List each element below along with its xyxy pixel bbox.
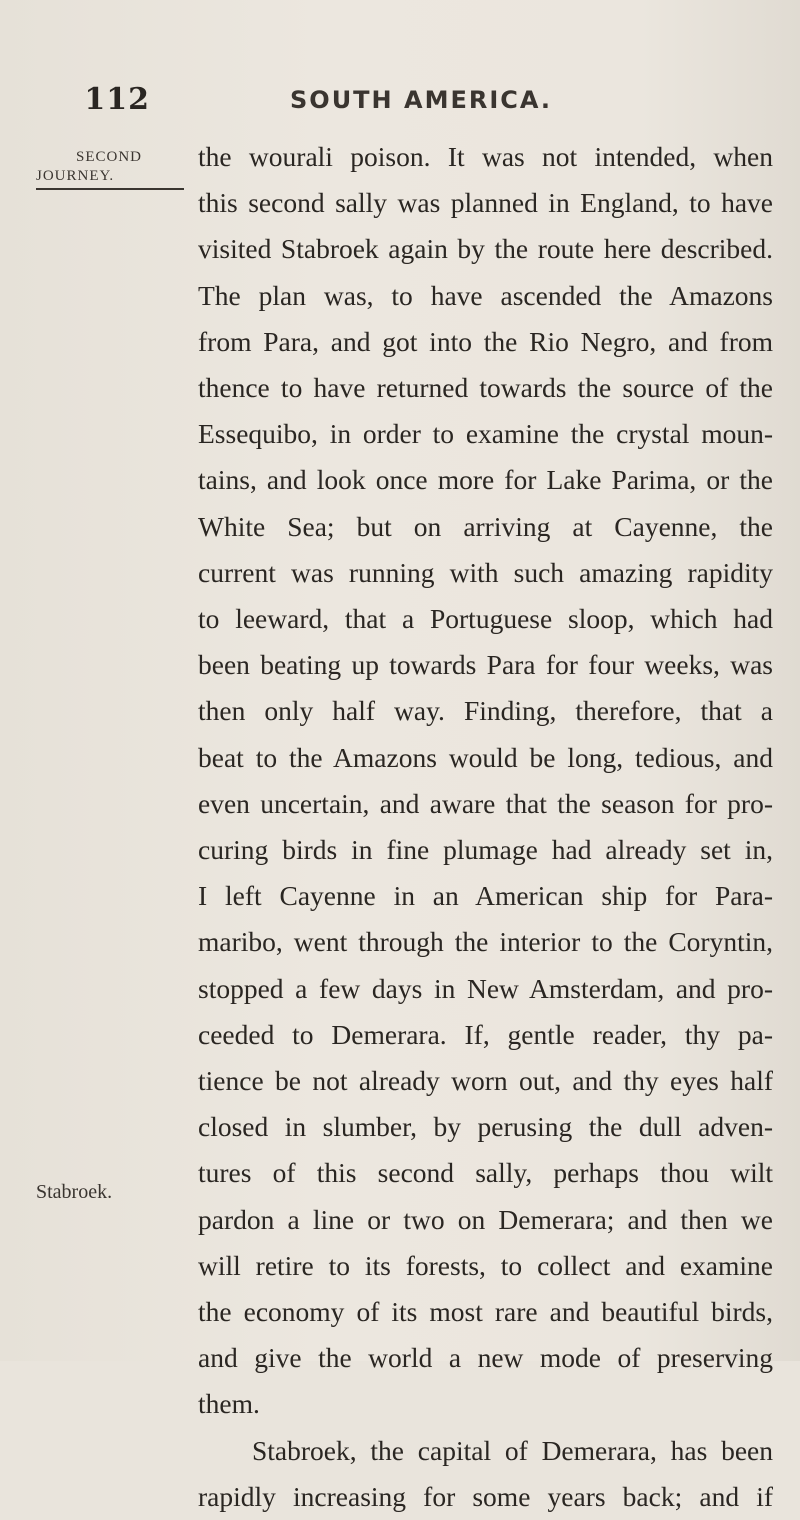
text-line: I left Cayenne in an American ship for Para- <box>198 880 773 912</box>
text-line: and give the world a new mode of preserving <box>198 1342 773 1374</box>
text-line: tience be not already worn out, and thy eyes half <box>198 1065 773 1097</box>
page-number: 112 <box>84 82 150 117</box>
text-line: ceeded to Demerara. If, gentle reader, thy pa- <box>198 1018 773 1050</box>
text-line: Stabroek, the capital of Demerara, has been <box>252 1434 773 1466</box>
text-line: will retire to its forests, to collect and examine <box>198 1249 773 1281</box>
text-line: been beating up towards Para for four weeks, was <box>198 649 773 681</box>
text-line: them. <box>198 1388 260 1420</box>
text-line: current was running with such amazing rapidity <box>198 556 773 588</box>
margin-section-line-1: SECOND <box>76 149 143 165</box>
text-line: closed in slumber, by perusing the dull adven- <box>198 1111 773 1143</box>
text-line: beat to the Amazons would be long, tedious, and <box>198 741 773 773</box>
text-line: tains, and look once more for Lake Parima, or the <box>198 464 773 496</box>
text-line: White Sea; but on arriving at Cayenne, the <box>198 510 773 542</box>
body-text <box>198 134 773 1520</box>
text-line: to leeward, that a Portuguese sloop, which had <box>198 603 773 635</box>
text-line: even uncertain, and aware that the season for pro- <box>198 787 773 819</box>
text-line: visited Stabroek again by the route here described. <box>198 233 773 265</box>
text-line: the economy of its most rare and beautiful birds, <box>198 1296 773 1328</box>
text-line: this second sally was planned in England, to have <box>198 187 773 219</box>
text-line: stopped a few days in New Amsterdam, and pro- <box>198 972 773 1004</box>
text-line: from Para, and got into the Rio Negro, and from <box>198 325 773 357</box>
text-line: the wourali poison. It was not intended, when <box>198 141 773 172</box>
margin-section-line-2: JOURNEY. <box>36 168 115 184</box>
running-title: SOUTH AMERICA. <box>290 86 552 114</box>
text-line: rapidly increasing for some years back; and if <box>198 1480 773 1512</box>
margin-section-heading <box>36 148 196 190</box>
text-line: The plan was, to have ascended the Amazons <box>198 279 773 311</box>
text-line: Essequibo, in order to examine the crystal moun- <box>198 418 773 450</box>
text-line: thence to have returned towards the source of the <box>198 372 773 404</box>
text-line: curing birds in fine plumage had already set in, <box>198 834 773 866</box>
text-line: maribo, went through the interior to the Coryntin, <box>198 926 773 958</box>
margin-rule <box>36 188 184 190</box>
text-line: then only half way. Finding, therefore, that a <box>198 695 773 727</box>
text-line: pardon a line or two on Demerara; and then we <box>198 1203 773 1235</box>
text-line: tures of this second sally, perhaps thou wilt <box>198 1157 773 1189</box>
margin-note-stabroek: Stabroek. <box>36 1181 113 1203</box>
